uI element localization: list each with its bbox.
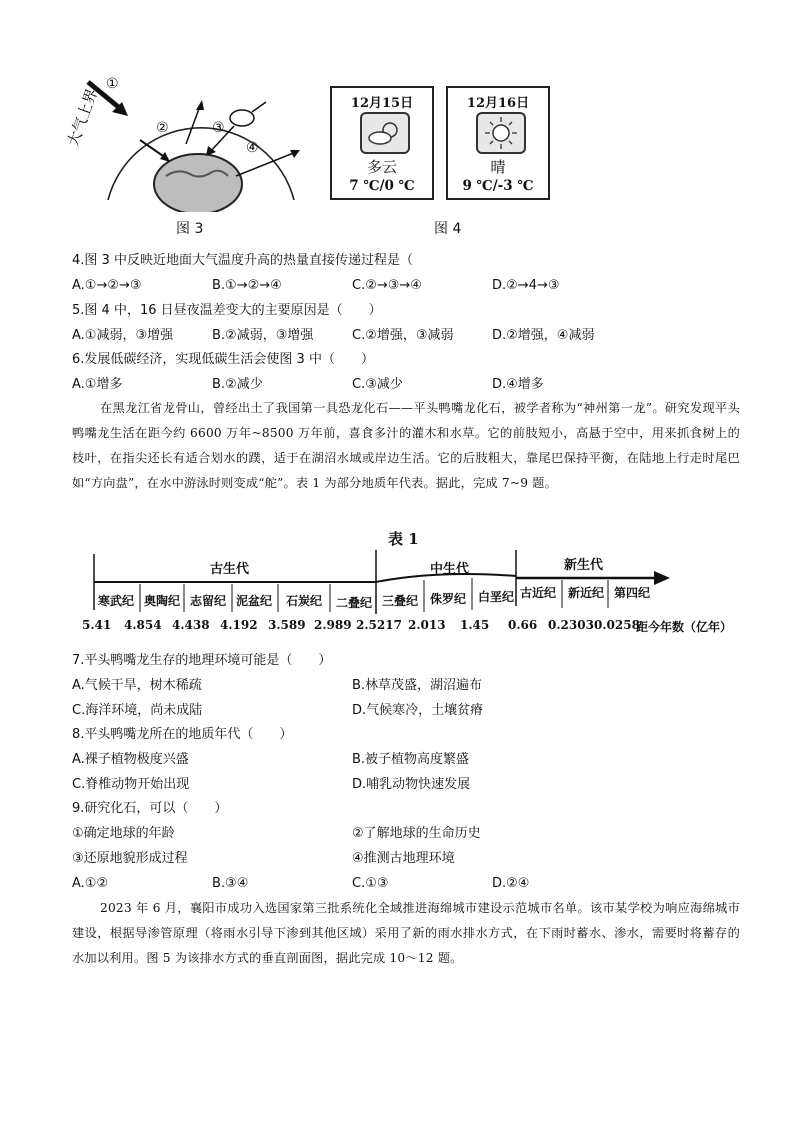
question-7-stem: 7.平头鸭嘴龙生存的地理环境可能是（ ） <box>72 653 332 668</box>
period-ordovician: 奥陶纪 <box>144 594 181 608</box>
period-silurian: 志留纪 <box>190 594 227 608</box>
q8-option-c: C.脊椎动物开始出现 <box>72 777 190 792</box>
weather-condition: 晴 <box>490 158 506 176</box>
sunny-icon <box>476 112 526 154</box>
weather-condition: 多云 <box>366 158 397 176</box>
q6-option-b: B.②减少 <box>212 377 263 392</box>
q5-option-c: C.②增强，③减弱 <box>352 328 454 343</box>
q4-option-c: C.②→③→④ <box>352 278 422 293</box>
marker-3: ③ <box>212 120 225 136</box>
q6-option-d: D.④增多 <box>492 377 544 392</box>
q9-option-a: A.①② <box>72 876 109 891</box>
q7-option-a: A.气候干旱，树木稀疏 <box>72 678 202 693</box>
period-paleogene: 古近纪 <box>520 586 557 600</box>
period-permian: 二叠纪 <box>336 596 373 610</box>
q6-option-a: A.①增多 <box>72 377 123 392</box>
era-paleozoic: 古生代 <box>210 562 250 577</box>
earth-shape <box>154 154 242 212</box>
arrow-2 <box>140 140 166 158</box>
q8-option-d: D.哺乳动物快速发展 <box>352 777 471 792</box>
weather-card-dec15 <box>330 86 434 200</box>
period-neogene: 新近纪 <box>568 586 605 600</box>
partly-cloudy-icon <box>360 112 410 154</box>
era-cenozoic: 新生代 <box>564 558 604 573</box>
arrow-4 <box>236 152 296 176</box>
q9-option-d: D.②④ <box>492 876 530 891</box>
period-cambrian: 寒武纪 <box>98 594 135 608</box>
tick-label: 1.45 <box>460 618 490 632</box>
timeline-axis-label: 距今年数（亿年） <box>636 620 733 634</box>
period-devonian: 泥盆纪 <box>236 594 273 608</box>
timeline-arrow-icon <box>654 571 670 585</box>
q9-item-1: ①确定地球的年龄 <box>72 826 175 841</box>
tick-label: 2.013 <box>408 618 446 632</box>
passage-sponge-city: 2023 年 6 月，襄阳市成功入选国家第三批系统化全域推进海绵城市建设示范城市名单。该市某学校为响应海绵城市建设，根据导渗管原理（将雨水引导下渗到其他区域）采用了新的雨水排水方式，在下雨时蓄水、渗水，需要时将蓄存的水加以利用。图 5 为该排水方式的垂直剖面图，据此完成 10～12 题。 <box>72 901 740 965</box>
period-quaternary: 第四纪 <box>614 586 651 600</box>
cloud-icon <box>230 110 254 126</box>
tick-label: 0.66 <box>508 618 538 632</box>
tick-label: 4.438 <box>172 618 210 632</box>
tick-label: 4.192 <box>220 618 258 632</box>
q5-option-b: B.②减弱，③增强 <box>212 328 314 343</box>
tick-label: 2.989 <box>314 618 352 632</box>
q9-option-b: B.③④ <box>212 876 249 891</box>
question-9-stem: 9.研究化石，可以（ ） <box>72 801 228 816</box>
figure-3-caption: 图 3 <box>176 221 204 237</box>
weather-card-dec16 <box>446 86 550 200</box>
marker-2: ② <box>156 120 169 136</box>
tick-label: 3.589 <box>268 618 306 632</box>
q9-item-3: ③还原地貌形成过程 <box>72 851 188 866</box>
passage-dinosaur: 在黑龙江省龙骨山，曾经出土了我国第一具恐龙化石——平头鸭嘴龙化石，被学者称为“神州第一龙”。研究发现平头鸭嘴龙生活在距今约 6600 万年~8500 万年前，喜食多汁的灌木和水草。它的前肢短小，高悬于空中，用来抓食树上的枝叶，在指尖还长有适合划水的蹼，适于在湖沼水域或岸边生活。它的后肢粗大，靠尾巴保持平衡，在陆地上行走时尾巴如“方向盘”，在水中游泳时则变成“舵”。表 1 为部分地质年代表。据此，完成 7~9 题。 <box>72 401 740 490</box>
figure-4-caption: 图 4 <box>434 221 462 237</box>
atmosphere-label: 大气上界 <box>63 86 102 149</box>
tick-label: 4.854 <box>124 618 162 632</box>
q7-option-d: D.气候寒冷，土壤贫瘠 <box>352 703 484 718</box>
q4-option-a: A.①→②→③ <box>72 278 142 293</box>
question-4-stem: 4.图 3 中反映近地面大气温度升高的热量直接传递过程是（ <box>72 253 413 268</box>
q8-option-a: A.裸子植物极度兴盛 <box>72 752 189 767</box>
timeline-ticks <box>82 618 732 636</box>
q8-option-b: B.被子植物高度繁盛 <box>352 752 470 767</box>
period-jurassic: 侏罗纪 <box>430 592 467 606</box>
q6-option-c: C.③减少 <box>352 377 403 392</box>
table-1-title: 表 1 <box>388 530 419 548</box>
tick-label: 0.0258 <box>594 618 640 632</box>
q9-item-2: ②了解地球的生命历史 <box>352 826 481 841</box>
tick-label: 0.2303 <box>548 618 594 632</box>
q5-option-a: A.①减弱，③增强 <box>72 328 174 343</box>
weather-temperature: 7 ℃/0 ℃ <box>349 178 415 194</box>
figure-3 <box>63 72 310 212</box>
q5-option-d: D.②增强，④减弱 <box>492 328 595 343</box>
q4-option-d: D.②→4→③ <box>492 278 560 293</box>
q9-item-4: ④推测古地理环境 <box>352 851 455 866</box>
weather-temperature: 9 ℃/-3 ℃ <box>462 178 534 194</box>
period-cretaceous: 白垩纪 <box>478 590 515 604</box>
period-carboniferous: 石炭纪 <box>286 594 323 608</box>
era-mesozoic: 中生代 <box>430 562 470 577</box>
atmosphere-heat-diagram <box>70 72 310 212</box>
period-triassic: 三叠纪 <box>382 594 419 608</box>
tick-label: 5.41 <box>82 618 112 632</box>
tick-label: 2.5217 <box>356 618 402 632</box>
marker-4: ④ <box>246 140 259 156</box>
question-6-stem: 6.发展低碳经济，实现低碳生活会使图 3 中（ ） <box>72 352 374 367</box>
weather-date: 12月15日 <box>350 96 414 111</box>
q4-option-b: B.①→②→④ <box>212 278 282 293</box>
question-8-stem: 8.平头鸭嘴龙所在的地质年代（ ） <box>72 727 293 742</box>
weather-date: 12月16日 <box>466 96 530 111</box>
q9-option-c: C.①③ <box>352 876 389 891</box>
q7-option-b: B.林草茂盛，湖沼遍布 <box>352 678 483 693</box>
marker-1: ① <box>106 76 119 92</box>
q7-option-c: C.海洋环境，尚未成陆 <box>72 703 203 718</box>
question-5-stem: 5.图 4 中，16 日昼夜温差变大的主要原因是（ ） <box>72 303 382 318</box>
